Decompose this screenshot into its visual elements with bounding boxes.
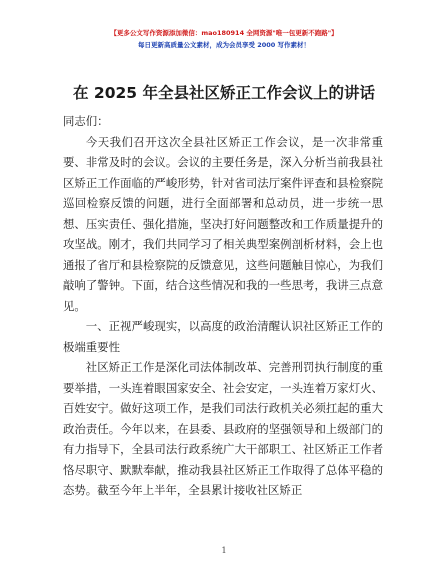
promo-banner-wechat: 【更多公文写作资源添加微信：mao180914 全网资源"唯一包更新不跑路"】 xyxy=(110,29,338,37)
section-heading-1: 一、正视严峻现实，以高度的政治清醒认识社区矫正工作的极端重要性 xyxy=(63,319,383,354)
promo-banner-membership: 每日更新高质量公文素材，成为会员享受 2000 写作素材！ xyxy=(137,41,311,49)
page-number: 1 xyxy=(221,546,227,555)
paragraph-opening: 今天我们召开这次全县社区矫正工作会议，是一次非常重要、非常及时的会议。会议的主要任务是，深入分析当前我县社区矫正工作面临的严峻形势，针对省司法厅案件评查和县检察院巡回检察反馈的问题，进行全面部署和总动员，进一步统一思想、压实责任、强化措施，坚决打好问题整改和工作质量提升的攻坚战。刚才，我们共同学习了相关典型案例剖析材料，会上也通报了省厅和县检察院的反馈意见，这些问题触目惊心，为我们敲响了警钟。下面，结合这些情况和我的一些思考，我讲三点意见。 xyxy=(63,134,383,313)
document-title: 在 2025 年全县社区矫正工作会议上的讲话 xyxy=(73,84,375,102)
document-body xyxy=(63,111,383,501)
paragraph-section-1: 社区矫正工作是深化司法体制改革、完善刑罚执行制度的重要举措，一头连着眼国家安全、社会安定，一头连着万家灯火、百姓安宁。做好这项工作，是我们司法行政机关必须扛起的重大政治责任。今年以来，在县委、县政府的坚强领导和上级部门的有力指导下，全县司法行政系统广大干部职工、社区矫正工作者恪尽职守、默默奉献，推动我县社区矫正工作取得了总体平稳的态势。截至今年上半年，全县累计接收社区矫正 xyxy=(63,360,383,497)
greeting: 同志们： xyxy=(63,114,109,128)
